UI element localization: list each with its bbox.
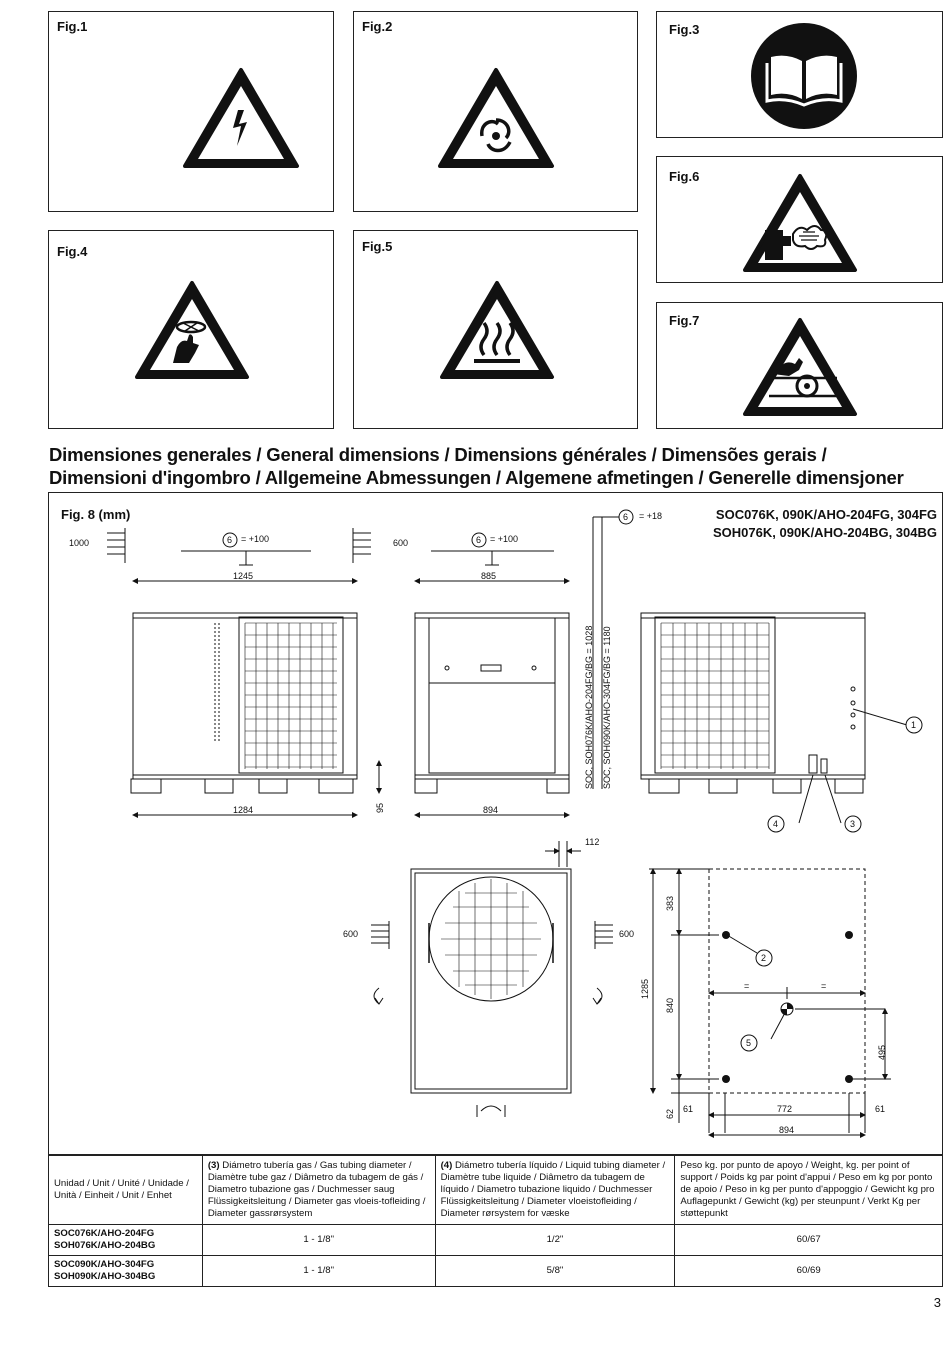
liquid-ref-number: (4) (440, 1160, 453, 1171)
top-clearance-600-right: 600 (619, 929, 635, 939)
figure-label: Fig.7 (669, 313, 700, 328)
model-list-line-2: SOH076K, 090K/AHO-204BG, 304BG (713, 525, 937, 540)
table-row (49, 1256, 943, 1287)
model-list-line-1: SOC076K, 090K/AHO-204FG, 304FG (715, 507, 937, 522)
dim-height-1180: SOC, SOH090K/AHO-304FG/BG = 1180 (602, 626, 612, 789)
clearance-hatch-left (107, 528, 125, 563)
figure-8-dimensions-drawing (48, 492, 943, 1155)
dim-772: 772 (777, 1104, 793, 1114)
figure-7-belt-entanglement-hazard (656, 302, 943, 429)
dim-112: 112 (585, 837, 600, 847)
liquid-diameter-cell: 5/8" (435, 1256, 675, 1287)
figure-label: Fig.4 (57, 244, 88, 259)
read-manual-icon (749, 21, 859, 131)
hot-surface-icon (438, 279, 556, 381)
pressure-release-icon (741, 172, 859, 274)
gas-ref-number: (3) (207, 1160, 220, 1171)
header-weight: Peso kg. por punto de apoyo / Weight, kg. per point of support / Poids kg par point d'appui / Peso em kg por ponto de apoio / Peso in kg per punto d'appoggio / Gewicht kg pro Auflagepunkt / Gewicht (kg) per steunpunt / Verkt Kg per støttepunkt (675, 1156, 943, 1225)
dim-885: 885 (481, 571, 497, 581)
model-cell (49, 1225, 203, 1256)
top-clearance-value: = +100 (241, 534, 270, 544)
section-heading (49, 443, 939, 489)
top-clearance-value: = +18 (639, 511, 663, 521)
top-clearance-mid (431, 533, 554, 565)
model-cell (49, 1256, 203, 1287)
side-view-right (641, 613, 907, 823)
belt-drive-hazard-icon (741, 316, 859, 418)
equal-mark-2: = (821, 981, 827, 991)
figure-5-hot-surface-hazard (353, 230, 638, 429)
clearance-hatch-top-left (371, 921, 389, 949)
gas-diameter-cell: 1 - 1/8" (202, 1256, 435, 1287)
electric-hazard-icon (181, 66, 301, 170)
equal-mark-1: = (744, 981, 750, 991)
hand-entanglement-icon (133, 279, 251, 381)
figure-2-rotating-fan-hazard (353, 11, 638, 212)
figure-label: Fig.1 (57, 19, 88, 34)
figure-3-read-manual (656, 11, 943, 138)
callout-1: 1 (911, 720, 917, 730)
model-name: SOH076K/AHO-204BG (54, 1240, 156, 1251)
table-row (49, 1225, 943, 1256)
dim-495: 495 (877, 1044, 887, 1060)
top-clearance-left (181, 533, 311, 565)
dim-1245: 1245 (233, 571, 254, 581)
callout-6: 6 (227, 535, 233, 545)
weight-cell: 60/69 (675, 1256, 943, 1287)
dim-383: 383 (665, 895, 675, 911)
heading-line-2: Dimensioni d'ingombro / Allgemeine Abmessungen / Algemene afmetingen / Generelle dimensjoner (49, 467, 904, 488)
dim-1284: 1284 (233, 805, 254, 815)
dim-62: 62 (665, 1108, 675, 1119)
callout-3: 3 (850, 819, 856, 829)
model-name: SOC076K/AHO-204FG (54, 1228, 155, 1239)
clearance-600-side: 600 (393, 538, 409, 548)
table-header-row (49, 1156, 943, 1225)
header-gas-diameter (202, 1156, 435, 1225)
figure-label: Fig.5 (362, 239, 393, 254)
header-liquid-diameter (435, 1156, 675, 1225)
callout-6: 6 (623, 512, 629, 522)
dim-95: 95 (375, 802, 385, 813)
gas-header-text: Diámetro tubería gas / Gas tubing diameter / Diamètre tube gaz / Diâmetro da tubagem de gás / Diametro tubazione gas / Duchmesser saug Flüssigkeitsleitung / Diameter gas vloeis-tofleiding / Diameter gassrørsystem (207, 1160, 426, 1219)
dim-840: 840 (665, 997, 675, 1013)
fig8-label: Fig. 8 (mm) (61, 507, 131, 522)
tubing-diameter-table (48, 1155, 943, 1287)
side-view-left (131, 571, 385, 815)
model-name: SOH090K/AHO-304BG (54, 1271, 156, 1282)
dim-61-left: 61 (683, 1104, 694, 1114)
footprint-mounts (722, 931, 853, 1083)
figure-1-electrical-hazard (48, 11, 334, 212)
fan-hazard-icon (436, 66, 556, 170)
figure-label: Fig.2 (362, 19, 393, 34)
heading-line-1: Dimensiones generales / General dimensions / Dimensions générales / Dimensões gerais / (49, 444, 827, 465)
page-number: 3 (933, 1295, 941, 1310)
clearance-1000: 1000 (69, 538, 90, 548)
dim-height-1028: SOC, SOH076K/AHO-204FG/BG = 1028 (584, 625, 594, 789)
model-name: SOC090K/AHO-304FG (54, 1259, 155, 1270)
dim-1285: 1285 (640, 978, 650, 999)
figure-label: Fig.3 (669, 22, 700, 37)
callout-6: 6 (476, 535, 482, 545)
liquid-header-text: Diámetro tubería líquido / Liquid tubing diameter / Diamètre tube liquide / Diâmetro da tubagem de líquido / Diametro tubazione liquido / Duchmesser Flüssigkeitsleitung / Diameter vloeistofleiding / Diameter rørsystem for væske (440, 1160, 666, 1219)
header-unit: Unidad / Unit / Unité / Unidade / Unità / Einheit / Unit / Enhet (49, 1156, 203, 1225)
callout-5: 5 (746, 1038, 752, 1048)
footprint-plan (649, 869, 891, 1135)
figure-4-hand-crush-hazard (48, 230, 334, 429)
clearance-hatch-top-right (595, 921, 613, 949)
gas-diameter-cell: 1 - 1/8" (202, 1225, 435, 1256)
weight-cell: 60/67 (675, 1225, 943, 1256)
top-view (371, 837, 613, 1117)
figure-6-pressure-hazard (656, 156, 943, 283)
dim-894: 894 (483, 805, 499, 815)
dim-894-plan: 894 (779, 1125, 795, 1135)
liquid-diameter-cell: 1/2" (435, 1225, 675, 1256)
figure-label: Fig.6 (669, 169, 700, 184)
dim-61-right: 61 (875, 1104, 886, 1114)
callout-2: 2 (761, 953, 767, 963)
front-view (415, 571, 612, 815)
top-clearance-600-left: 600 (343, 929, 359, 939)
callout-4: 4 (773, 819, 779, 829)
clearance-hatch-mid (353, 528, 371, 563)
top-clearance-value: = +100 (490, 534, 519, 544)
